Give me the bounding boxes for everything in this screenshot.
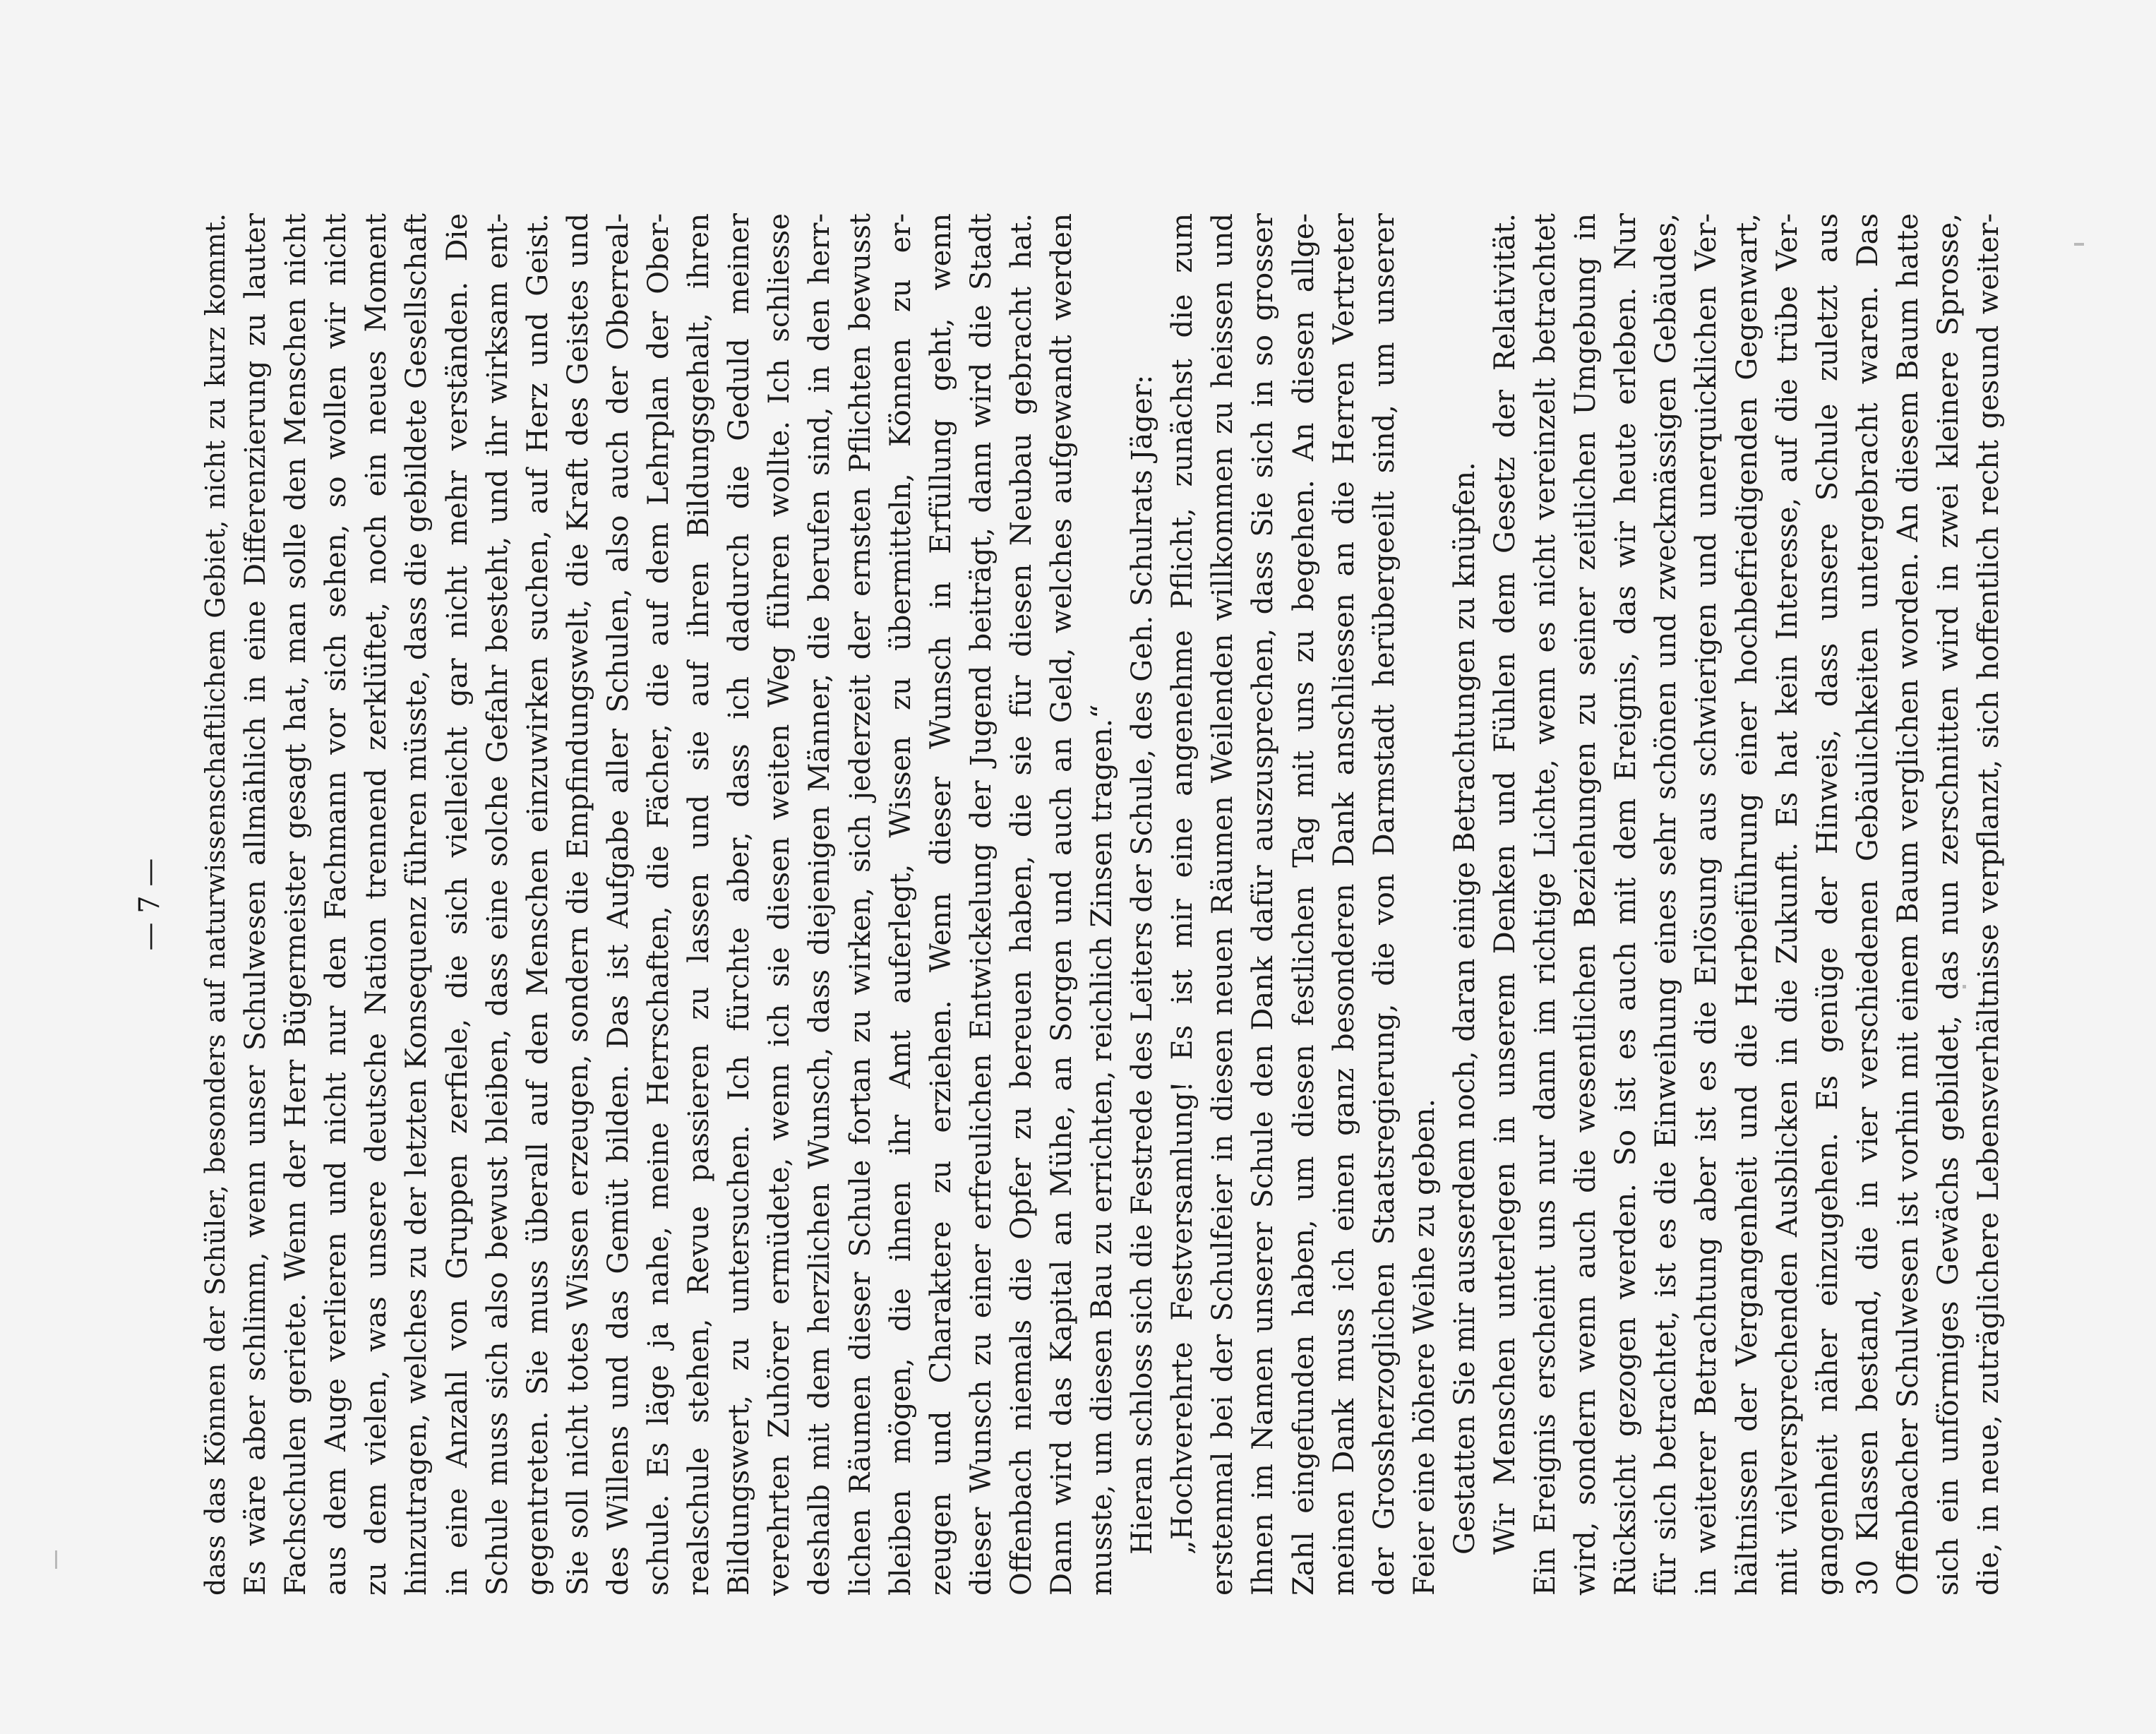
text-line: sich ein unförmiges Gewächs gebildet, das nun zerschnitten wird in zwei kleinere Sprosse, (1932, 213, 1965, 1596)
text-line: deshalb mit dem herzlichen Wunsch, dass diejenigen Männer, die berufen sind, in den herr- (803, 213, 837, 1596)
text-line: musste, um diesen Bau zu errichten, reichlich Zinsen tragen.“ (1086, 704, 1119, 1596)
text-line: Dann wird das Kapital an Mühe, an Sorgen und auch an Geld, welches aufgewandt werden (1045, 213, 1078, 1596)
text-line: Bildungswert, zu untersuchen. Ich fürchte aber, dass ich dadurch die Geduld meiner (723, 213, 756, 1596)
text-line: dieser Wunsch zu einer erfreulichen Entwickelung der Jugend beiträgt, dann wird die Stadt (964, 213, 998, 1596)
text-line: Offenbacher Schulwesen ist vorhin mit einem Baum verglichen worden. An diesem Baum hatte (1891, 213, 1924, 1596)
text-line: „Hochverehrte Festversamlung! Es ist mir eine angenehme Pflicht, zunächst die zum (1166, 213, 1199, 1555)
text-line: Zahl eingefunden haben, um diesen festlichen Tag mit uns zu begehen. An diesen allge- (1287, 213, 1320, 1596)
text-line: Sie soll nicht totes Wissen erzeugen, sondern die Empfindungswelt, die Kraft des Geistes und (561, 213, 594, 1596)
text-line: 30 Klassen bestand, die in vier verschiedenen Gebäulichkeiten untergebracht waren. Das (1851, 213, 1884, 1596)
scan-smudge (55, 1550, 57, 1569)
body-text (196, 213, 2009, 1596)
text-line: hinzutragen, welches zu der letzten Konsequenz führen müsste, dass die gebildete Gesellschaft (400, 213, 433, 1596)
text-line: meinen Dank muss ich einen ganz besonderen Dank anschliessen an die Herren Vertreter (1327, 213, 1360, 1596)
text-line: bleiben mögen, die ihnen ihr Amt auferlegt, Wissen zu übermitteln, Können zu er- (884, 213, 917, 1596)
text-line: zeugen und Charaktere zu erziehen. Wenn dieser Wunsch in Erfüllung geht, wenn (924, 213, 957, 1596)
text-line: realschule stehen, Revue passieren zu lassen und sie auf ihren Bildungsgehalt, ihren (683, 213, 716, 1596)
text-line: Hieran schloss sich die Festrede des Leiters der Schule, des Geh. Schulrats Jäger: (1126, 374, 1159, 1555)
text-line: aus dem Auge verlieren und nicht nur den Fachmann vor sich sehen, so wollen wir nicht (320, 213, 353, 1596)
text-line: Rücksicht gezogen werden. So ist es auch mit dem Ereignis, das wir heute erleben. Nur (1610, 213, 1643, 1596)
text-line: lichen Räumen dieser Schule fortan zu wirken, sich jederzeit der ernsten Pflichten bewusst (844, 213, 877, 1596)
text-line: Gestatten Sie mir ausserdem noch, daran einige Betrachtungen zu knüpfen. (1448, 462, 1481, 1555)
text-line: Es wäre aber schlimm, wenn unser Schulwesen allmählich in eine Differenzierung zu lauter (239, 213, 273, 1596)
text-line: für sich betrachtet, ist es die Einweihung eines sehr schönen und zweckmässigen Gebäudes, (1650, 213, 1683, 1596)
text-line: die, in neue, zuträglichere Lebensverhältnisse verpflanzt, sich hoffentlich recht gesund weiter- (1972, 213, 2006, 1596)
text-line: der Grossherzoglichen Staatsregierung, die von Darmstadt herübergeeilt sind, um unserer (1367, 213, 1401, 1596)
text-line: Feier eine höhere Weihe zu geben. (1408, 1099, 1441, 1596)
text-line: gangenheit näher einzugehen. Es genüge der Hinweis, dass unsere Schule zuletzt aus (1811, 213, 1844, 1596)
page-number: — 7 — (133, 858, 166, 951)
text-line: Wir Menschen unterlegen in unserem Denken und Fühlen dem Gesetz der Relativität. (1489, 213, 1521, 1555)
text-line: dass das Können der Schüler, besonders auf naturwissenschaftlichem Gebiet, nicht zu kurz kommt. (200, 213, 231, 1596)
text-line: des Willens und das Gemüt bilden. Das ist Aufgabe aller Schulen, also auch der Oberreal- (601, 213, 635, 1596)
scan-smudge (2074, 243, 2084, 246)
text-line: mit vielversprechenden Ausblicken in die Zukunft. Es hat kein Interesse, auf die trübe Ver- (1771, 213, 1804, 1596)
rotated-text-block (133, 213, 2006, 1596)
text-line: Fachschulen geriete. Wenn der Herr Bügermeister gesagt hat, man solle den Menschen nicht (280, 213, 313, 1596)
text-line: Schule muss sich also bewust bleiben, dass eine solche Gefahr besteht, und ihr wirksam ent- (481, 213, 514, 1596)
text-line: verehrten Zuhörer ermüdete, wenn ich sie diesen weiten Weg führen wollte. Ich schliesse (763, 213, 796, 1596)
text-line: Offenbach niemals die Opfer zu bereuen haben, die sie für diesen Neubau gebracht hat. (1005, 213, 1038, 1596)
text-line: gegentreten. Sie muss überall auf den Menschen einzuwirken suchen, auf Herz und Geist. (521, 213, 554, 1596)
text-line: hältnissen der Vergangenheit und die Herbeiführung einer hochbefriedigenden Gegenwart, (1730, 213, 1763, 1596)
text-line: in weiterer Betrachtung aber ist es die Erlösung aus schwierigen und unerquicklichen Ver- (1690, 213, 1723, 1596)
text-line: zu dem vielen, was unsere deutsche Nation trennend zerklüftet, noch ein neues Moment (360, 213, 393, 1596)
text-line: schule. Es läge ja nahe, meine Herrschaften, die Fächer, die auf dem Lehrplan der Ober- (642, 213, 676, 1596)
text-line: wird, sondern wenn auch die wesentlichen Beziehungen zu seiner zeitlichen Umgebung in (1569, 213, 1603, 1596)
text-line: Ein Ereignis erscheint uns nur dann im richtige Lichte, wenn es nicht vereinzelt betrachtet (1529, 213, 1562, 1596)
text-line: Ihnen im Namen unserer Schule den Dank dafür auszusprechen, dass Sie sich in so grosser (1247, 213, 1280, 1596)
text-line: erstenmal bei der Schulfeier in diesen neuen Räumen Weilenden willkommen zu heissen und (1206, 213, 1240, 1596)
text-line: in eine Anzahl von Gruppen zerfiele, die sich vielleicht gar nicht mehr verständen. Die (441, 213, 474, 1596)
